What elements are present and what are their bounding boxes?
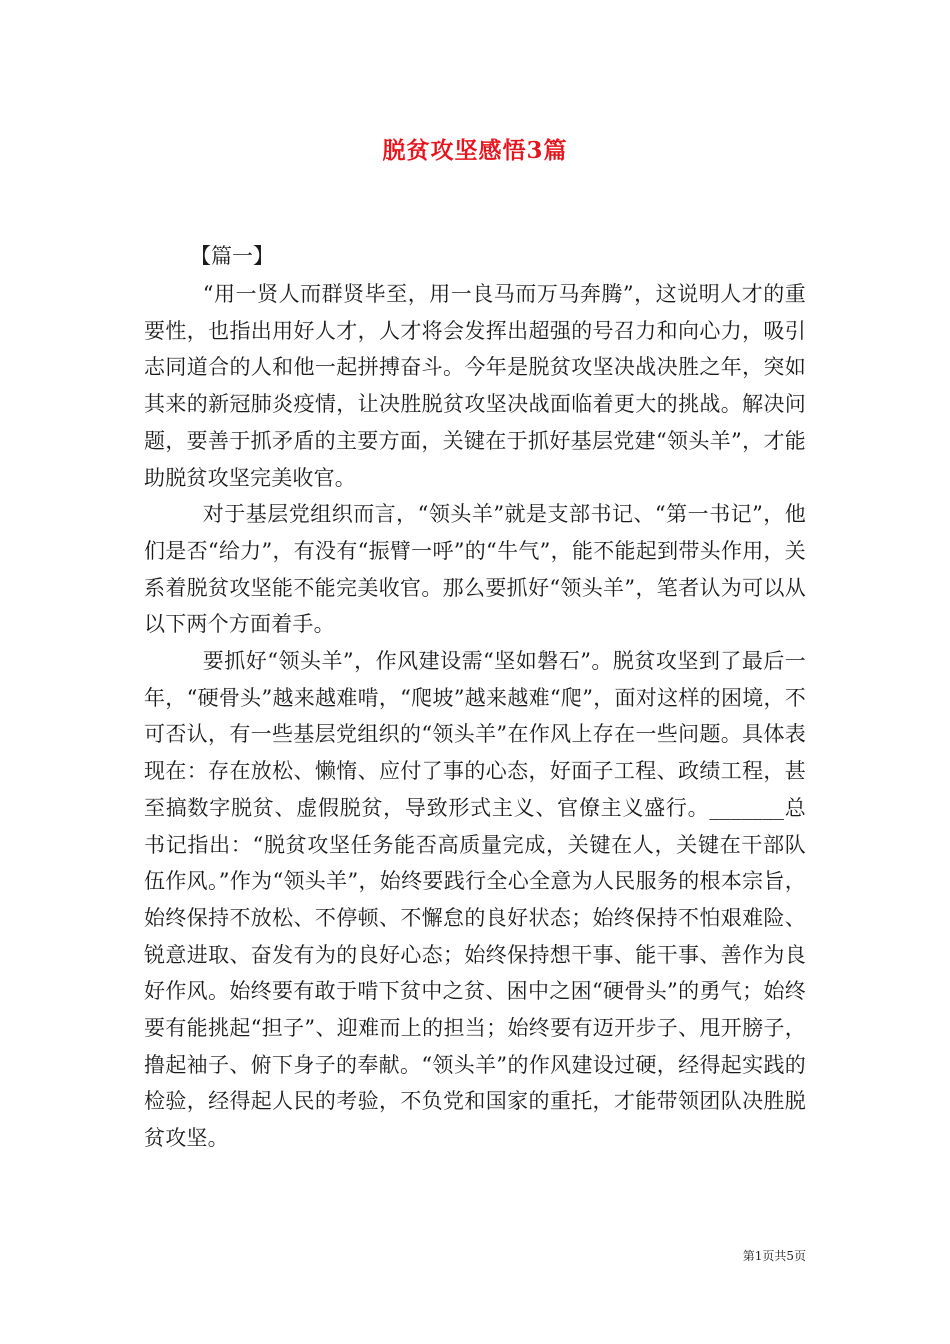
page-title: 脱贫攻坚感悟3篇 — [382, 137, 568, 164]
paragraph: “用一贤人而群贤毕至，用一良马而万马奔腾”，这说明人才的重要性，也指出用好人才，人才将会发挥出超强的号召力和向心力，吸引志同道合的人和他一起拼搏奋斗。今年是脱贫攻坚决战决胜之年，突如其来的新冠肺炎疫情，让决胜脱贫攻坚决战面临着更大的挑战。解决问题，要善于抓矛盾的主要方面，关键在于抓好基层党建“领头羊”，才能助脱贫攻坚完美收官。 — [144, 282, 806, 490]
section-label: 【篇一】 — [190, 244, 274, 268]
paragraph: 对于基层党组织而言，“领头羊”就是支部书记、“第一书记”，他们是否“给力”，有没有“振臂一呼”的“牛气”，能不能起到带头作用，关系着脱贫攻坚能不能完美收官。那么要抓好“领头羊”，笔者认为可以从以下两个方面着手。 — [144, 502, 806, 637]
page-number-footer: 第1页共5页 — [742, 1249, 806, 1263]
paragraph: 要抓好“领头羊”，作风建设需“坚如磐石”。脱贫攻坚到了最后一年，“硬骨头”越来越难啃，“爬坡”越来越难“爬”，面对这样的困境，不可否认，有一些基层党组织的“领头羊”在作风上存在一些问题。具体表现在：存在放松、懒惰、应付了事的心态，好面子工程、政绩工程，甚至搞数字脱贫、虚假脱贫，导致形式主义、官僚主义盛行。_______总书记指出：“脱贫攻坚任务能否高质量完成，关键在人，关键在干部队伍作风。”作为“领头羊”，始终要践行全心全意为人民服务的根本宗旨，始终保持不放松、不停顿、不懈怠的良好状态；始终保持不怕艰难险、锐意进取、奋发有为的良好心态；始终保持想干事、能干事、善作为良好作风。始终要有敢于啃下贫中之贫、困中之困“硬骨头”的勇气；始终要有能挑起“担子”、迎难而上的担当；始终要有迈开步子、甩开膀子，撸起袖子、俯下身子的奉献。“领头羊”的作风建设过硬，经得起实践的检验，经得起人民的考验，不负党和国家的重托，才能带领团队决胜脱贫攻坚。 — [144, 649, 806, 1151]
body-text — [144, 276, 806, 1157]
